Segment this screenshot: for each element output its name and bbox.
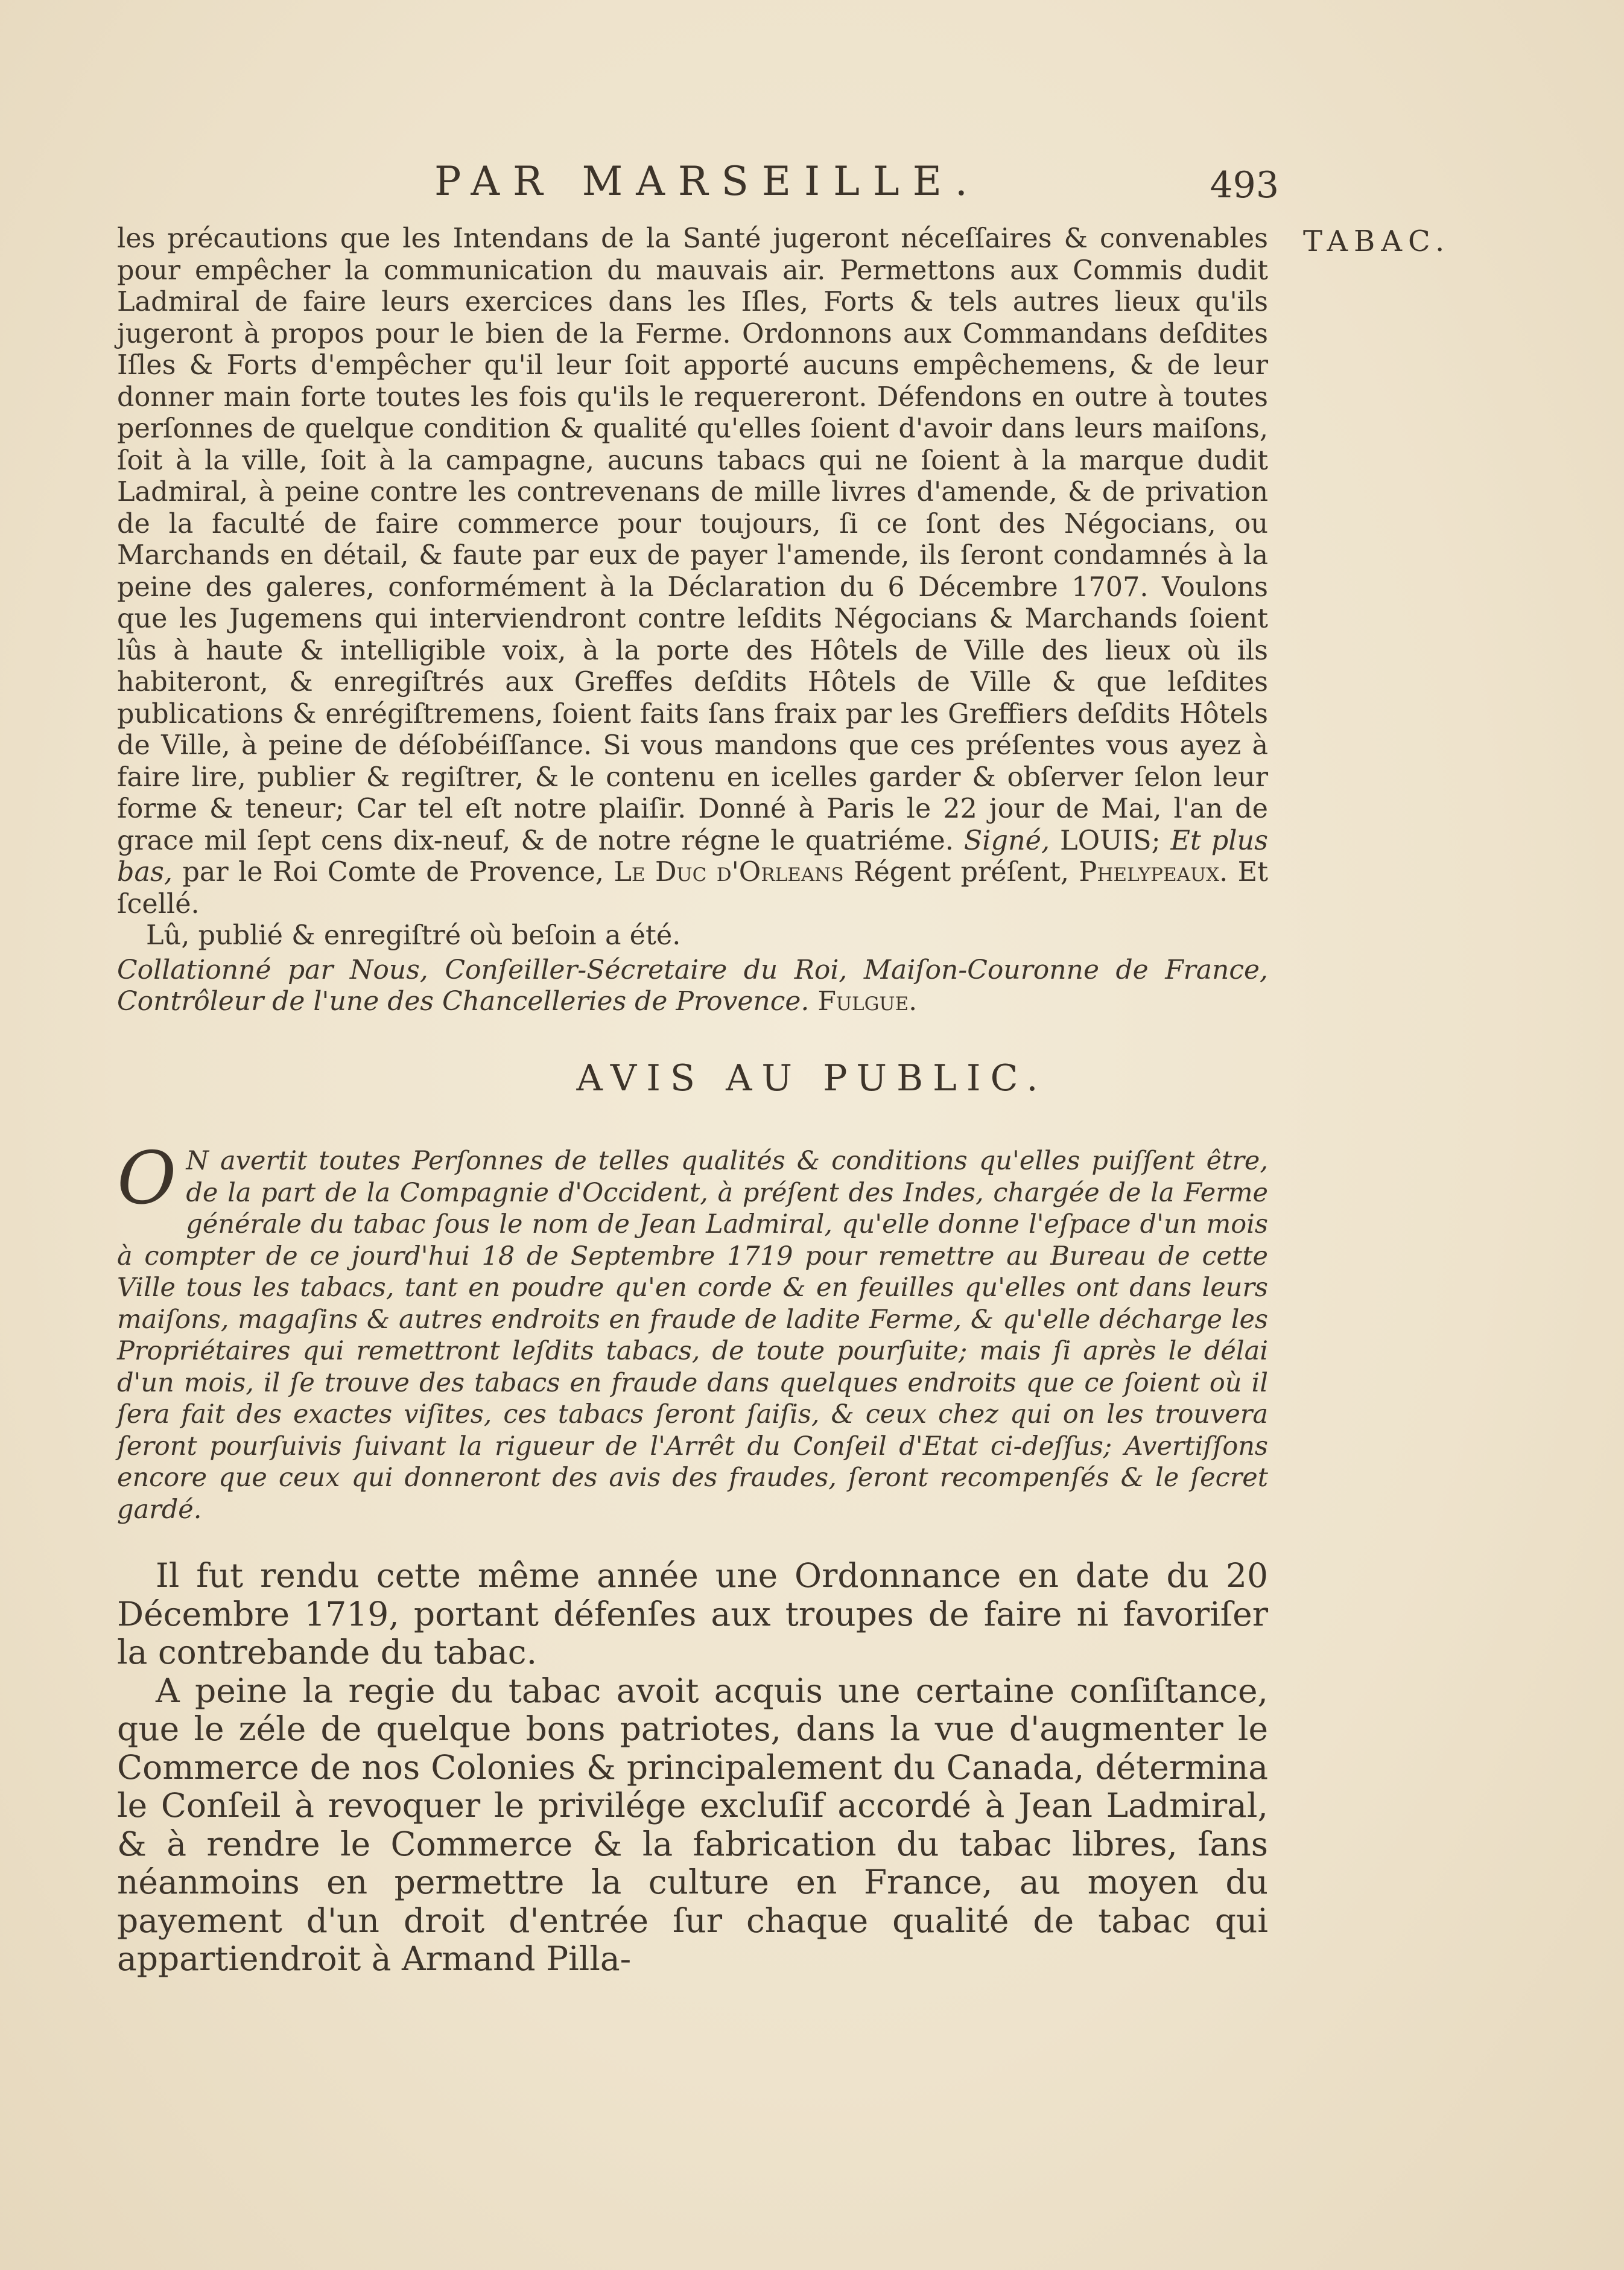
page-number: 493 bbox=[1210, 164, 1279, 206]
page-header bbox=[109, 158, 1291, 206]
registration-note: Lû, publié & enregiſtré où beſoin a été. bbox=[146, 920, 681, 951]
collation-text: Collationné par Nous, Conſeiller-Sécretaire du Roi, Maiſon-Couronne de France, Contrôleur de l'une des Chancelleries de Provence. bbox=[117, 955, 1268, 1017]
running-title: PAR MARSEILLE. bbox=[434, 158, 981, 205]
decree-body: les précautions que les Intendans de la Santé jugeront néceſſaires & convenables pour empêcher la communication du mauvais air. Permettons aux Commis dudit Ladmiral de faire leurs exercices dans les Iſles, Forts & tels autres lieux qu'ils jugeront à propos pour le bien de la Ferme. Ordonnons aux Commandans deſdites Iſles & Forts d'empêcher qu'il leur ſoit apporté aucuns empêchemens, & de leur donner main forte toutes les fois qu'ils le requereront. Défendons en outre à toutes perſonnes de quelque condition & qualité qu'elles ſoient d'avoir dans leurs maiſons, ſoit à la ville, ſoit à la campagne, aucuns tabacs qui ne ſoient à la marque dudit Ladmiral, à peine contre les contrevenans de mille livres d'amende, & de privation de la faculté de faire commerce pour toujours, ſi ce ſont des Négocians, ou Marchands en détail, & faute par eux de payer l'amende, ils ſeront condamnés à la peine des galeres, conformément à la Déclaration du 6 Décembre 1707. Voulons que les Jugemens qui interviendront contre leſdits Négocians & Marchands ſoient lûs à haute & intelligible voix, à la porte des Hôtels de Ville des lieux où ils habiteront, & enregiſtrés aux Greffes deſdits Hôtels de Ville & que leſdites publications & enrégiſtremens, ſoient faits ſans fraix par les Greffiers deſdits Hôtels de Ville, à peine de déſobéiſſance. Si vous mandons que ces préſentes vous ayez à faire lire, publier & regiſtrer, & le contenu en icelles garder & obſerver ſelon leur forme & teneur; Car tel eſt notre plaiſir. Donné à Paris le 22 jour de Mai, l'an de grace mil ſept cens dix-neuf, & de notre régne le quatriéme. bbox=[117, 223, 1268, 856]
commentary-text bbox=[117, 1557, 1268, 1979]
by-king: par le Roi Comte de Provence, bbox=[182, 857, 604, 888]
commentary-paragraph: Il fut rendu cette même année une Ordonnance en date du 20 Décembre 1719, portant défenſes aux troupes de faire ni favoriſer la contrebande du tabac. bbox=[117, 1556, 1268, 1671]
commentary-paragraph: A peine la regie du tabac avoit acquis une certaine conſiſtance, que le zéle de quelque bons patriotes, dans la vue d'augmenter le Commerce de nos Colonies & principalement du Canada, détermina le Conſeil à revoquer le privilége excluſif accordé à Jean Ladmiral, & à rendre le Commerce & la fabrication du tabac libres, ſans néanmoins en permettre la culture en France, au moyen du payement d'un droit d'entrée ſur chaque qualité de tabac qui appartiendroit à Armand Pilla- bbox=[117, 1671, 1268, 1978]
decree-text bbox=[117, 223, 1268, 952]
regent-name: Le Duc d'Orleans bbox=[614, 857, 844, 888]
signed-label: Signé, bbox=[963, 825, 1050, 856]
avis-body: N avertit toutes Perſonnes de telles qualités & conditions qu'elles puiſſent être, de la part de la Compagnie d'Occident, à préſent des Indes, chargée de la Ferme générale du tabac ſous le nom de Jean Ladmiral, qu'elle donne l'eſpace d'un mois à compter de ce jourd'hui 18 de Septembre 1719 pour remettre au Bureau de cette Ville tous les tabacs, tant en poudre qu'en corde & en feuilles qu'elles ont dans leurs maiſons, magaſins & autres endroits en fraude de ladite Ferme, & qu'elle décharge les Propriétaires qui remettront leſdits tabacs, de toute pourſuite; mais ſi après le délai d'un mois, il ſe trouve des tabacs en fraude dans quelques endroits que ce ſoient où il ſera fait des exactes viſites, ces tabacs ſeront ſaiſis, & ceux chez qui on les trouvera ſeront pourſuivis ſuivant la rigueur de l'Arrêt du Conſeil d'Etat ci-deſſus; Avertiſſons encore que ceux qui donneront des avis des fraudes, ſeront recompenſés & le ſecret gardé. bbox=[117, 1146, 1268, 1525]
decree-paragraph bbox=[117, 223, 1268, 920]
avis-title: AVIS AU PUBLIC. bbox=[576, 1057, 1048, 1099]
phelypeaux: Phelypeaux. bbox=[1079, 857, 1228, 888]
regent-title: Régent préſent, bbox=[853, 857, 1070, 888]
drop-cap: O bbox=[117, 1137, 177, 1221]
collation-note bbox=[117, 955, 1268, 1017]
avis-text bbox=[117, 1137, 1268, 1525]
king-name: LOUIS; bbox=[1060, 825, 1161, 856]
collation-signature: Fulgue. bbox=[817, 986, 918, 1017]
sealed-note: Et ſcellé. bbox=[117, 857, 1269, 920]
et-plus-bas: Et plus bas, bbox=[117, 825, 1268, 888]
margin-note: TABAC. bbox=[1303, 224, 1451, 258]
